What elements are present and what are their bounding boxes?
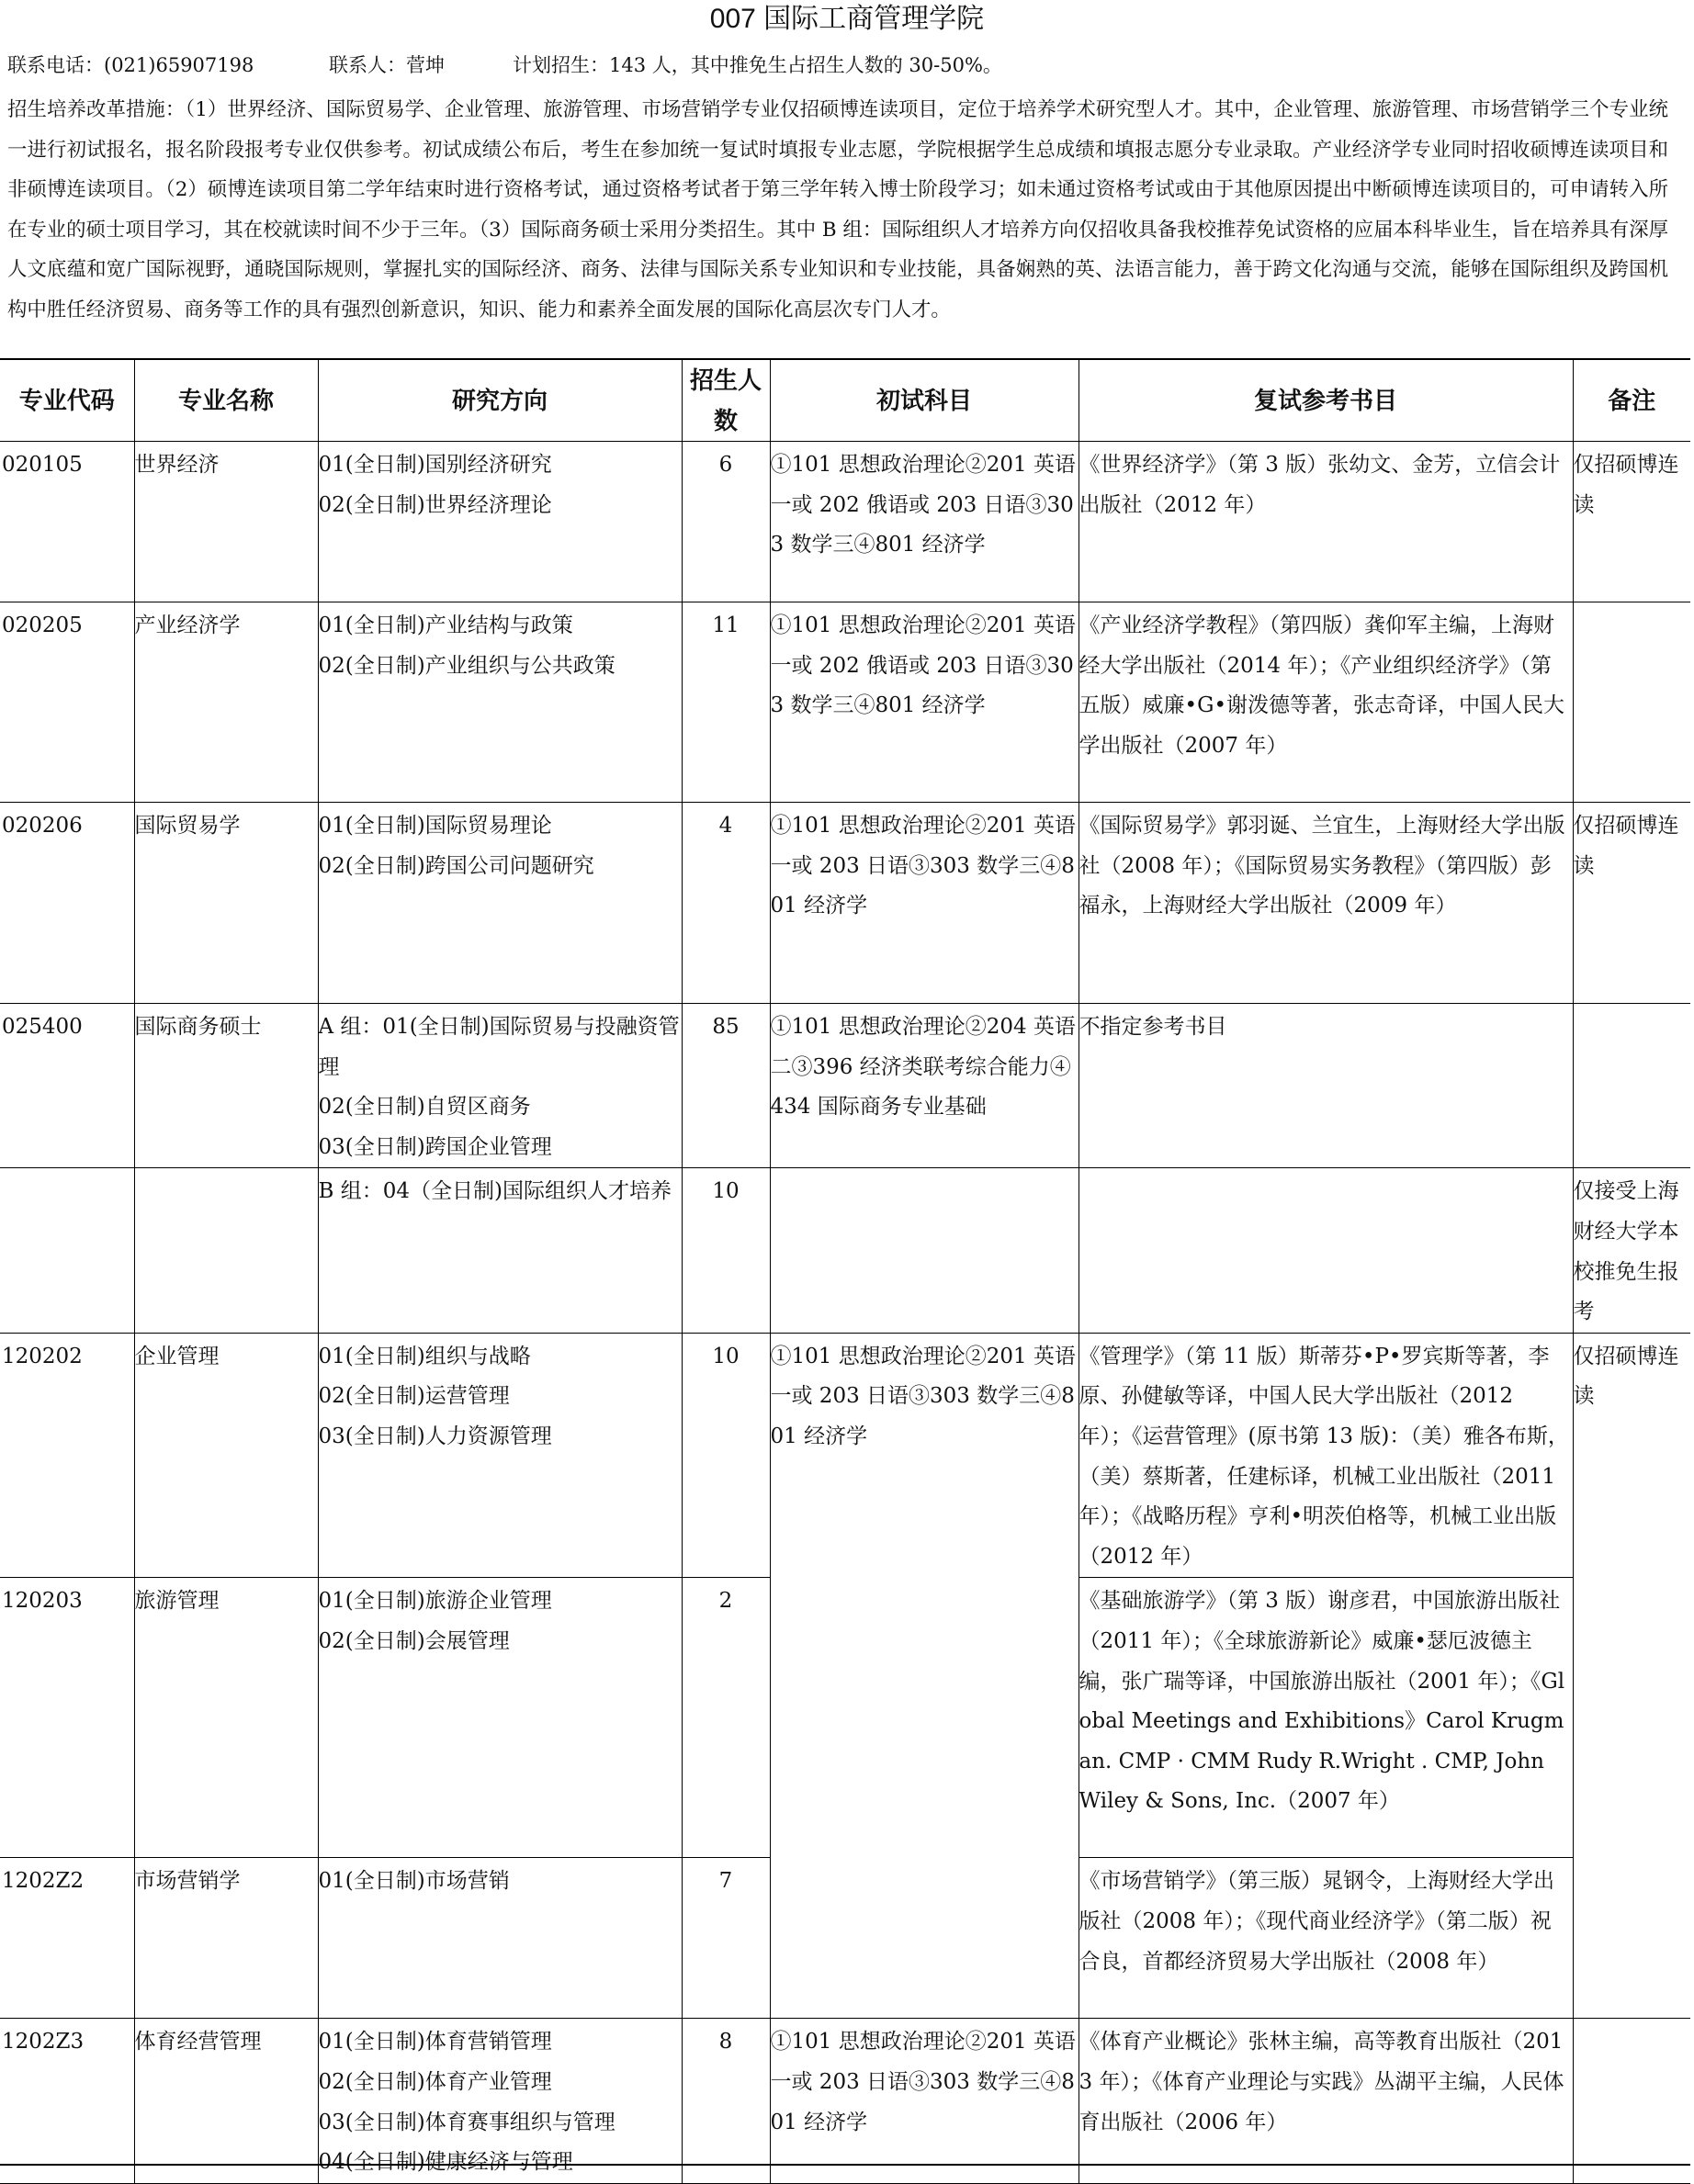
remark — [1573, 602, 1690, 803]
quota: 6 — [682, 442, 770, 602]
enrollment-plan: 计划招生：143 人，其中推免生占招生人数的 30-50%。 — [513, 54, 1002, 76]
research-directions — [318, 803, 682, 1004]
remark: 仅招硕博连读 — [1573, 803, 1690, 1004]
direction-item: 02(全日制)运营管理 — [318, 1384, 510, 1409]
header-note: 备注 — [1573, 359, 1690, 442]
quota: 85 — [682, 1004, 770, 1168]
research-directions — [318, 1333, 682, 1578]
exam-subjects: ①101 思想政治理论②201 英语一或 203 日语③303 数学三④801 经济学 — [770, 1333, 1079, 2019]
exam-subjects — [770, 1168, 1079, 1333]
reform-measures: 招生培养改革措施：（1）世界经济、国际贸易学、企业管理、旅游管理、市场营销学专业仅招硕博连读项目，定位于培养学术研究型人才。其中，企业管理、旅游管理、市场营销学三个专业统一进行初试报名，报名阶段报考专业仅供参考。初试成绩公布后，考生在参加统一复试时填报专业志愿，学院根据学生总成绩和填报志愿分专业录取。产业经济学专业同时招收硕博连读项目和非硕博连读项目。（2）硕博连读项目第二学年结束时进行资格考试，通过资格考试者于第三学年转入博士阶段学习；如未通过资格考试或由于其他原因提出中断硕博连读项目的，可申请转入所在专业的硕士项目学习，其在校就读时间不少于三年。（3）国际商务硕士采用分类招生。其中 B 组：国际组织人才培养方向仅招收具备我校推荐免试资格的应届本科毕业生，旨在培养具有深厚人文底蕴和宽广国际视野，通晓国际规则，掌握扎实的国际经济、商务、法律与国际关系专业知识和专业技能，具备娴熟的英、法语言能力，善于跨文化沟通与交流，能够在国际组织及跨国机构中胜任经济贸易、商务等工作的具有强烈创新意识，知识、能力和素养全面发展的国际化高层次专门人才。 — [7, 98, 1668, 321]
reference-books: 不指定参考书目 — [1079, 1004, 1573, 1168]
header-code: 专业代码 — [0, 359, 134, 442]
program-name: 国际贸易学 — [134, 803, 318, 1004]
remark: 仅招硕博连读 — [1573, 1333, 1690, 2019]
direction-item: 02(全日制)体育产业管理 — [318, 2069, 552, 2094]
program-name: 企业管理 — [134, 1333, 318, 1578]
reference-books: 《体育产业概论》张林主编，高等教育出版社（2013 年）；《体育产业理论与实践》丛湖平主编，人民体育出版社（2006 年） — [1079, 2019, 1573, 2183]
program-name: 国际商务硕士 — [134, 1004, 318, 1168]
reference-books: 《产业经济学教程》（第四版）龚仰军主编，上海财经大学出版社（2014 年）；《产业组织经济学》（第五版）威廉•G•谢泼德等著，张志奇译，中国人民大学出版社（2007 年） — [1079, 602, 1573, 803]
table-row — [0, 602, 1690, 803]
exam-subjects: ①101 思想政治理论②201 英语一或 203 日语③303 数学三④801 经济学 — [770, 803, 1079, 1004]
table-row — [0, 442, 1690, 602]
program-code: 120202 — [0, 1333, 134, 1578]
table-row — [0, 803, 1690, 1004]
direction-item: 01(全日制)市场营销 — [318, 1869, 510, 1894]
bottom-double-rule — [0, 2164, 1690, 2166]
program-table — [0, 358, 1690, 2184]
research-directions — [318, 1168, 682, 1333]
quota: 7 — [682, 1858, 770, 2019]
program-code — [0, 1168, 134, 1333]
header-quota-line2: 人数 — [713, 366, 762, 434]
direction-item: 01(全日制)旅游企业管理 — [318, 1589, 552, 1614]
table-row — [0, 2019, 1690, 2183]
header-quota — [682, 359, 770, 442]
reference-books — [1079, 1168, 1573, 1333]
direction-item: 02(全日制)产业组织与公共政策 — [318, 653, 615, 678]
program-code: 120203 — [0, 1578, 134, 1858]
header-books: 复试参考书目 — [1079, 359, 1573, 442]
reference-books: 《国际贸易学》郭羽诞、兰宜生，上海财经大学出版社（2008 年）；《国际贸易实务教程》（第四版）彭福永，上海财经大学出版社（2009 年） — [1079, 803, 1573, 1004]
contact-line — [7, 51, 1679, 79]
direction-item: B 组：04（全日制)国际组织人才培养 — [318, 1179, 672, 1204]
program-name: 市场营销学 — [134, 1858, 318, 2019]
table-row — [0, 1333, 1690, 1578]
program-code: 1202Z2 — [0, 1858, 134, 2019]
program-name: 产业经济学 — [134, 602, 318, 803]
table-row — [0, 1004, 1690, 1168]
page-title: 007 国际工商管理学院 — [709, 4, 985, 34]
direction-item: 01(全日制)国际贸易理论 — [318, 814, 552, 838]
research-directions — [318, 2019, 682, 2183]
contact-person: 联系人：菅坤 — [329, 54, 445, 76]
remark: 仅招硕博连读 — [1573, 442, 1690, 602]
program-code: 020205 — [0, 602, 134, 803]
reference-books: 《市场营销学》（第三版）晁钢令，上海财经大学出版社（2008 年）；《现代商业经济学》（第二版）祝合良，首都经济贸易大学出版社（2008 年） — [1079, 1858, 1573, 2019]
reference-books: 《基础旅游学》（第 3 版）谢彦君，中国旅游出版社（2011 年）；《全球旅游新论》威廉•瑟厄波德主编，张广瑞等译，中国旅游出版社（2001 年）；《Global Meetings and Exhibitions》Carol Krugman. CMP · CMM Rudy R.Wright . CMP, John Wiley & Sons, Inc.（2007 年） — [1079, 1578, 1573, 1858]
remark — [1573, 1004, 1690, 1168]
exam-subjects: ①101 思想政治理论②201 英语一或 202 俄语或 203 日语③303 数学三④801 经济学 — [770, 602, 1079, 803]
contact-phone: 联系电话：(021)65907198 — [7, 54, 254, 76]
reference-books: 《管理学》（第 11 版）斯蒂芬•P•罗宾斯等著，李原、孙健敏等译，中国人民大学出版社（2012 年）；《运营管理》(原书第 13 版)：（美）雅各布斯，（美）蔡斯著，任建标译，机械工业出版社（2011 年）；《战略历程》亨利•明茨伯格等，机械工业出版（2012 年） — [1079, 1333, 1573, 1578]
quota: 10 — [682, 1333, 770, 1578]
quota: 8 — [682, 2019, 770, 2183]
program-code: 020105 — [0, 442, 134, 602]
direction-item: 02(全日制)跨国公司问题研究 — [318, 853, 594, 878]
research-directions — [318, 1004, 682, 1168]
header-quota-line1: 招生 — [689, 366, 738, 394]
program-name — [134, 1168, 318, 1333]
program-name: 世界经济 — [134, 442, 318, 602]
quota: 2 — [682, 1578, 770, 1858]
table-row — [0, 1168, 1690, 1333]
program-code: 1202Z3 — [0, 2019, 134, 2183]
direction-item: 04(全日制)健康经济与管理 — [318, 2150, 573, 2175]
research-directions — [318, 602, 682, 803]
direction-item: 01(全日制)体育营销管理 — [318, 2030, 552, 2055]
direction-item: 03(全日制)跨国企业管理 — [318, 1134, 552, 1159]
header-exam: 初试科目 — [770, 359, 1079, 442]
direction-item: 02(全日制)自贸区商务 — [318, 1095, 531, 1120]
header-direction: 研究方向 — [318, 359, 682, 442]
research-directions — [318, 1578, 682, 1858]
remark — [1573, 2019, 1690, 2183]
program-code: 025400 — [0, 1004, 134, 1168]
remark: 仅接受上海财经大学本校推免生报考 — [1573, 1168, 1690, 1333]
direction-item: 02(全日制)会展管理 — [318, 1628, 510, 1653]
direction-item: 02(全日制)世界经济理论 — [318, 492, 552, 517]
program-code: 020206 — [0, 803, 134, 1004]
quota: 11 — [682, 602, 770, 803]
program-name: 旅游管理 — [134, 1578, 318, 1858]
exam-subjects: ①101 思想政治理论②201 英语一或 202 俄语或 203 日语③303 数学三④801 经济学 — [770, 442, 1079, 602]
quota: 4 — [682, 803, 770, 1004]
reference-books: 《世界经济学》（第 3 版）张幼文、金芳，立信会计出版社（2012 年） — [1079, 442, 1573, 602]
research-directions — [318, 442, 682, 602]
research-directions — [318, 1858, 682, 2019]
direction-item: 01(全日制)组织与战略 — [318, 1344, 531, 1368]
direction-item: 01(全日制)国别经济研究 — [318, 453, 552, 477]
exam-subjects: ①101 思想政治理论②204 英语二③396 经济类联考综合能力④434 国际商务专业基础 — [770, 1004, 1079, 1168]
program-name: 体育经营管理 — [134, 2019, 318, 2183]
header-name: 专业名称 — [134, 359, 318, 442]
direction-item: 01(全日制)产业结构与政策 — [318, 614, 573, 637]
direction-item: 03(全日制)体育赛事组织与管理 — [318, 2110, 615, 2134]
direction-item: A 组：01(全日制)国际贸易与投融资管理 — [318, 1015, 680, 1079]
direction-item: 03(全日制)人力资源管理 — [318, 1424, 552, 1448]
table-header-row — [0, 359, 1690, 442]
quota: 10 — [682, 1168, 770, 1333]
exam-subjects: ①101 思想政治理论②201 英语一或 203 日语③303 数学三④801 经济学 — [770, 2019, 1079, 2183]
